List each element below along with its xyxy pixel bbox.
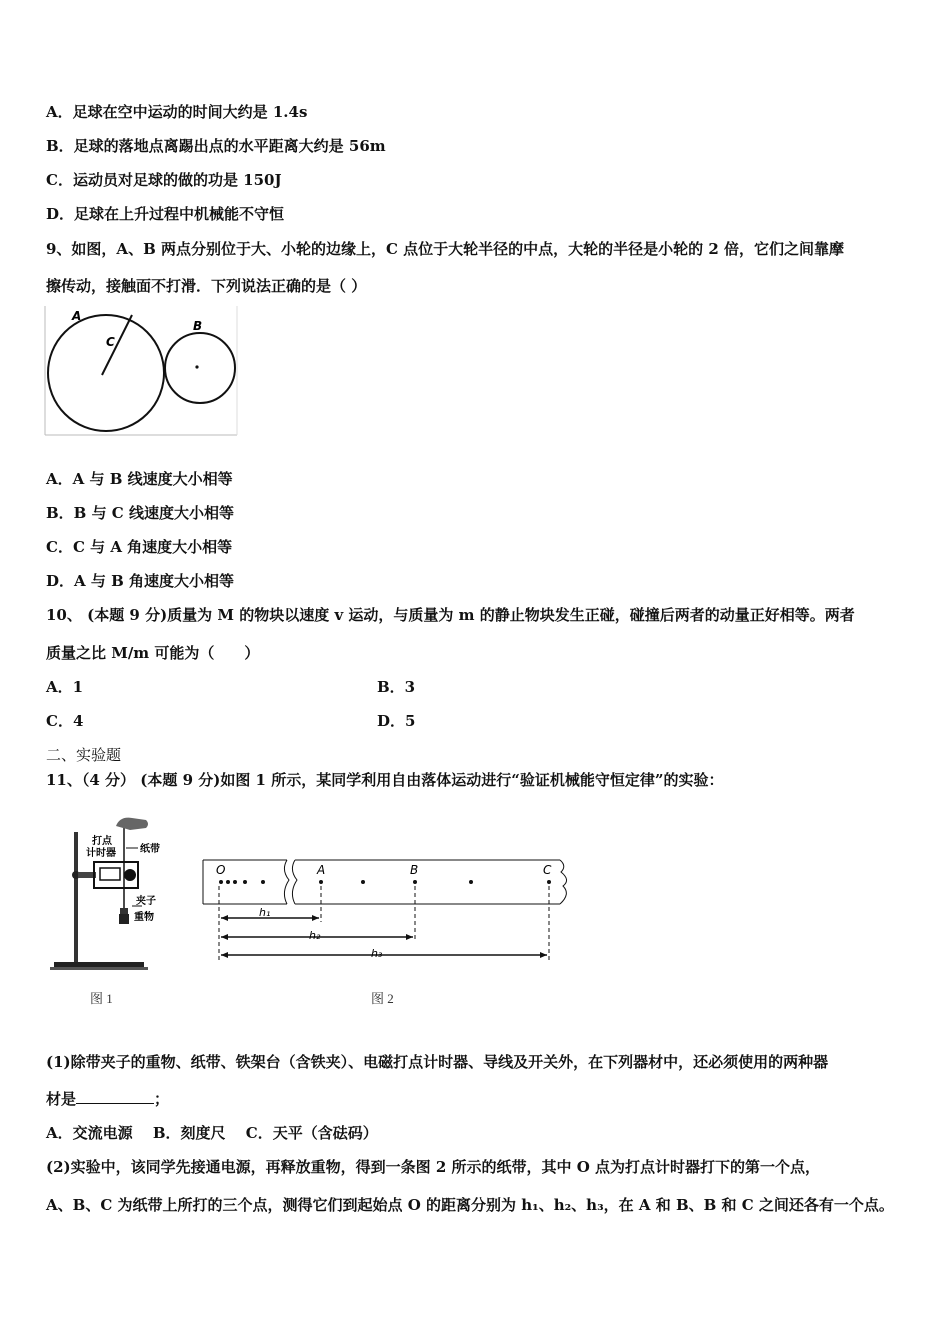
q8-option-d: D．足球在上升过程中机械能不守恒 xyxy=(46,205,285,223)
q11-stem-line1: 11、（4 分） (本题 9 分)如图 1 所示，某同学利用自由落体运动进行“验证机械能守恒定律”的实验： xyxy=(46,771,724,789)
figure2-caption: 图 2 xyxy=(371,991,394,1006)
q10-option-b: B．3 xyxy=(377,678,416,696)
q11-figure1-apparatus xyxy=(46,812,176,982)
q10-stem-line1: 10、 (本题 9 分)质量为 M 的物块以速度 v 运动，与质量为 m 的静止物块发生正碰，碰撞后两者的动量正好相等。两者 xyxy=(46,606,855,624)
q11-part2-line1: (2)实验中，该同学先接通电源，再释放重物，得到一条图 2 所示的纸带，其中 O 点为打点计时器打下的第一个点， xyxy=(46,1158,821,1176)
q11-part1-options: A．交流电源 B．刻度尺 C．天平（含砝码） xyxy=(46,1124,378,1142)
q11-part2-line2: A、B、C 为纸带上所打的三个点，测得它们到起始点 O 的距离分别为 h₁、h₂、h₃，在 A 和 B、B 和 C 之间还各有一个点。 xyxy=(46,1196,894,1214)
answer-blank[interactable] xyxy=(76,1089,154,1104)
label-b: B xyxy=(193,319,203,333)
q11-part1-line2 xyxy=(46,1089,169,1109)
q11-part1-line1: (1)除带夹子的重物、纸带、铁架台（含铁夹）、电磁打点计时器、导线及开关外，在下列器材中，还必须使用的两种器 xyxy=(46,1053,829,1071)
q11-part1-prefix: 材是 xyxy=(46,1090,77,1108)
h1-label: h₁ xyxy=(259,906,271,919)
q8-option-a: A．足球在空中运动的时间大约是 1.4s xyxy=(46,103,308,121)
point-c: C xyxy=(543,863,552,877)
label-timer-2: 计时器 xyxy=(86,848,116,859)
q9-option-b: B．B 与 C 线速度大小相等 xyxy=(46,504,234,522)
q9-stem-line2: 擦传动，接触面不打滑．下列说法正确的是（ ） xyxy=(46,277,367,295)
h2-label: h₂ xyxy=(309,929,321,942)
q9-option-a: A．A 与 B 线速度大小相等 xyxy=(46,470,233,488)
q10-option-d: D．5 xyxy=(377,712,416,730)
label-clip: 夹子 xyxy=(136,896,156,907)
q9-option-c: C．C 与 A 角速度大小相等 xyxy=(46,538,233,556)
label-c: C xyxy=(106,335,115,349)
q9-stem-line1: 9、如图，A、B 两点分别位于大、小轮的边缘上，C 点位于大轮半径的中点，大轮的半径是小轮的 2 倍，它们之间靠摩 xyxy=(46,240,845,258)
label-tape: 纸带 xyxy=(140,844,160,855)
figure1-caption: 图 1 xyxy=(90,991,113,1006)
q10-stem-line2: 质量之比 M/m 可能为（ ） xyxy=(46,644,260,662)
point-a: A xyxy=(317,863,326,877)
q11-part1-suffix: ； xyxy=(154,1090,170,1108)
label-a: A xyxy=(72,309,82,323)
q11-figure2-tape xyxy=(195,852,585,970)
point-b: B xyxy=(410,863,419,877)
section-heading: 二、实验题 xyxy=(46,746,122,764)
small-wheel xyxy=(165,333,235,403)
q9-option-d: D．A 与 B 角速度大小相等 xyxy=(46,572,234,590)
label-timer-1: 打点 xyxy=(92,836,112,847)
large-wheel xyxy=(48,315,164,431)
q9-wheels-figure xyxy=(44,305,240,439)
q8-option-c: C．运动员对足球的做的功是 150J xyxy=(46,171,282,189)
point-o: O xyxy=(216,863,226,877)
label-weight: 重物 xyxy=(134,912,154,923)
q10-option-a: A．1 xyxy=(46,678,84,696)
q8-option-b: B．足球的落地点离踢出点的水平距离大约是 56m xyxy=(46,137,386,155)
q10-option-c: C．4 xyxy=(46,712,84,730)
h3-label: h₃ xyxy=(371,947,383,960)
